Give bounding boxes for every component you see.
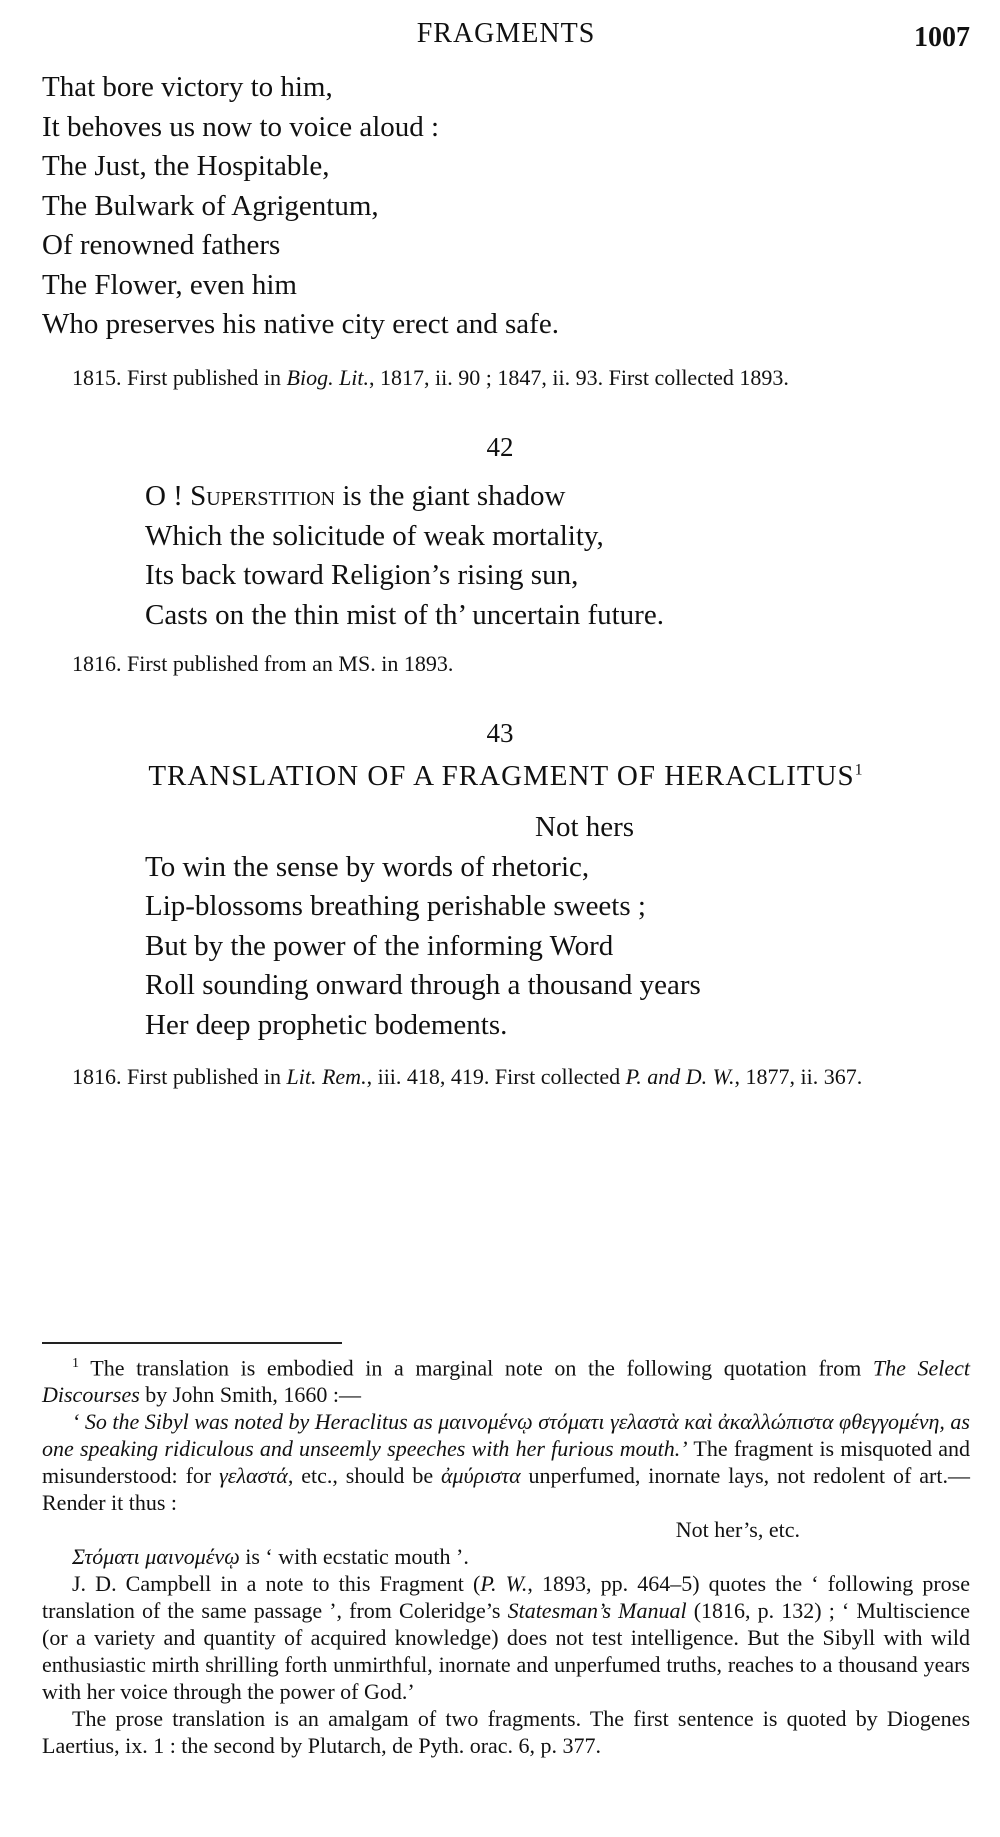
fragment-41-verse (42, 68, 559, 345)
fragment-42-verse (145, 477, 664, 635)
fragment-43-verse (145, 808, 701, 1045)
verse-line: Of renowned fathers (42, 229, 281, 261)
source-title: Biog. Lit. (286, 365, 370, 390)
fragment-number-42: 42 (486, 432, 514, 462)
verse-line: Who preserves his native city erect and safe. (42, 308, 559, 340)
footnote-paragraph: The prose translation is an amalgam of two fragments. The first sentence is quoted by Diogenes Laertius, ix. 1 : the second by Plutarch, de Pyth. orac. 6, p. 377. (42, 1706, 970, 1759)
verse-line: To win the sense by words of rhetoric, (145, 850, 590, 883)
verse-line: O ! Superstition is the giant shadow (145, 480, 566, 512)
footnote-marker: 1 (72, 1356, 79, 1371)
footnote-ref: 1 (854, 761, 864, 779)
fragment-43-title: TRANSLATION OF A FRAGMENT OF HERACLITUS$^1$ (148, 760, 864, 792)
verse-line: Roll sounding onward through a thousand years (145, 969, 701, 1001)
verse-line: Not hers (535, 811, 635, 843)
footnote-paragraph: Στόματι μαινομένῳ is ‘ with ecstatic mouth ’. (72, 1544, 469, 1570)
fragment-43-note: 1816. First published in Lit. Rem., iii. 418, 419. First collected P. and D. W., 1877, ii. 367. (72, 1064, 863, 1089)
footnote-paragraph: Not her’s, etc. (675, 1517, 800, 1543)
fragment-number-43: 43 (486, 718, 514, 748)
verse-line: Its back toward Religion’s rising sun, (145, 559, 579, 591)
verse-line: Casts on the thin mist of th’ uncertain future. (145, 598, 664, 631)
verse-line: But by the power of the informing Word (145, 929, 614, 962)
verse-line: The Just, the Hospitable, (42, 150, 330, 182)
footnote-paragraph: ‘ So the Sibyl was noted by Heraclitus as μαινομένῳ στόματι γελαστὰ καὶ ἀκαλλώπιστα φθεγγομένη, as one speaking ridiculous and unseemly speeches with her furious mouth.’ The fragment is misquoted and misunderstood: for γελαστά, etc., should be ἀμύριστα unperfumed, inornate lays, not redolent of art.—Render it thus : (42, 1409, 970, 1516)
verse-line: Her deep prophetic bodements. (145, 1008, 508, 1041)
running-head (42, 18, 970, 58)
footnote-paragraph: J. D. Campbell in a note to this Fragment (P. W., 1893, pp. 464–5) quotes the ‘ following prose translation of the same passage ’, from Coleridge’s Statesman’s Manual (1816, p. 132) ; ‘ Multiscience (or a variety and quantity of acquired knowledge) does not test intelligence. But the Sibyll with wild enthusiastic mirth shrilling forth unmirthful, inornate and unperfumed truths, reaches to a thousand years with her voice through the power of God.’ (42, 1571, 970, 1705)
footnote-rule (42, 1342, 342, 1344)
verse-line: The Bulwark of Agrigentum, (42, 189, 379, 222)
source-title: Lit. Rem. (286, 1064, 367, 1089)
fragment-41-note: 1815. First published in Biog. Lit., 1817, ii. 90 ; 1847, ii. 93. First collected 1893. (72, 365, 789, 390)
footnote-paragraph: $^1$ The translation is embodied in a marginal note on the following quotation from The Select Discourses by John Smith, 1660 :— (42, 1355, 970, 1408)
running-title: FRAGMENTS (416, 18, 596, 49)
verse-line: It behoves us now to voice aloud : (42, 110, 440, 143)
source-title: P. and D. W. (625, 1064, 735, 1089)
verse-line: That bore victory to him, (42, 71, 333, 103)
verse-line: Which the solicitude of weak mortality, (145, 519, 604, 552)
page-number: 1007 (914, 22, 970, 53)
footnotes (42, 1350, 970, 1759)
verse-line: Lip-blossoms breathing perishable sweets ; (145, 890, 646, 922)
fragment-42-note: 1816. First published from an MS. in 1893. (72, 651, 454, 676)
verse-line: The Flower, even him (42, 268, 297, 301)
